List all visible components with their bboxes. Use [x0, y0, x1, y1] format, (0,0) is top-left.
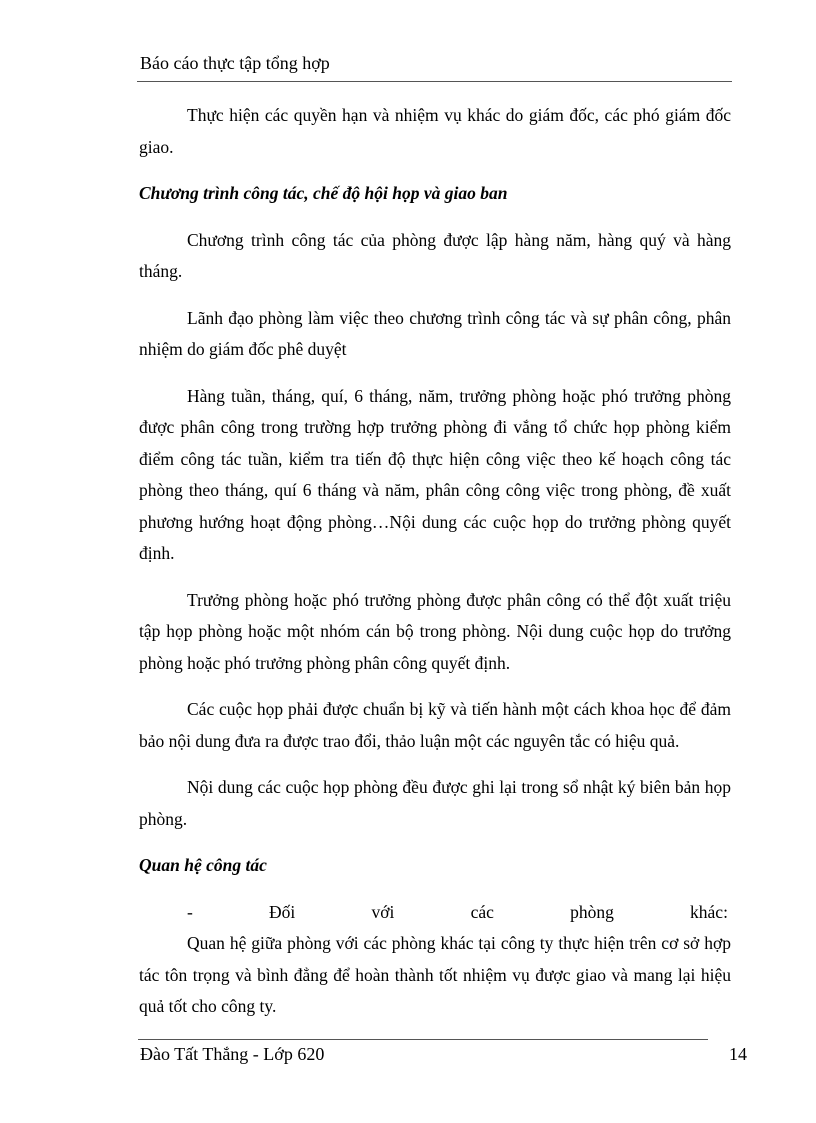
paragraph-program: Chương trình công tác của phòng được lập hàng năm, hàng quý và hàng tháng.	[139, 229, 731, 281]
dash-word: phòng	[570, 901, 614, 922]
dash-word: -	[187, 901, 193, 922]
paragraph-extraordinary-meetings: Trưởng phòng hoặc phó trưởng phòng được phân công có thể đột xuất triệu tập họp phòng hoặc một nhóm cán bộ trong phòng. Nội dung cuộc họp do trưởng phòng hoặc phó trưởng phòng phân công quyết định.	[139, 589, 731, 673]
dash-word: khác:	[690, 901, 728, 922]
page-number: 14	[729, 1044, 747, 1064]
section-heading-program: Chương trình công tác, chế độ hội họp và giao ban	[139, 183, 508, 203]
footer-divider	[138, 1039, 708, 1040]
section-heading-relations: Quan hệ công tác	[139, 855, 267, 875]
page-header: Báo cáo thực tập tổng hợp	[140, 53, 330, 73]
paragraph-leadership: Lãnh đạo phòng làm việc theo chương trình công tác và sự phân công, phân nhiệm do giám đốc phê duyệt	[139, 307, 731, 359]
paragraph-meetings: Hàng tuần, tháng, quí, 6 tháng, năm, trưởng phòng hoặc phó trưởng phòng được phân công trong trường hợp trưởng phòng đi vắng tổ chức họp phòng kiểm điểm công tác tuần, kiểm tra tiến độ thực hiện công việc theo kế hoạch công tác phòng theo tháng, quí 6 tháng và năm, phân công công việc trong phòng, đề xuất phương hướng hoạt động phòng…Nội dung các cuộc họp do trưởng phòng quyết định.	[139, 385, 731, 563]
paragraph-meeting-minutes: Nội dung các cuộc họp phòng đều được ghi lại trong sổ nhật ký biên bản họp phòng.	[139, 777, 731, 829]
footer-author: Đào Tất Thắng - Lớp 620	[140, 1044, 325, 1064]
paragraph-relations: Quan hệ giữa phòng với các phòng khác tại công ty thực hiện trên cơ sở hợp tác tôn trọng và bình đẳng để hoàn thành tốt nhiệm vụ được giao và mang lại hiệu quả tốt cho công ty.	[139, 933, 731, 1016]
dash-word: Đối	[269, 901, 296, 922]
dash-word: các	[470, 901, 494, 922]
paragraph-duties: Thực hiện các quyền hạn và nhiệm vụ khác do giám đốc, các phó giám đốc giao.	[139, 105, 731, 157]
document-body	[139, 100, 731, 1023]
dash-word: với	[371, 901, 395, 922]
paragraph-meeting-preparation: Các cuộc họp phải được chuẩn bị kỹ và tiến hành một cách khoa học để đảm bảo nội dung đưa ra được trao đổi, thảo luận một các nguyên tắc có hiệu quả.	[139, 699, 731, 751]
header-divider	[137, 81, 732, 82]
list-item-other-departments	[139, 897, 731, 929]
